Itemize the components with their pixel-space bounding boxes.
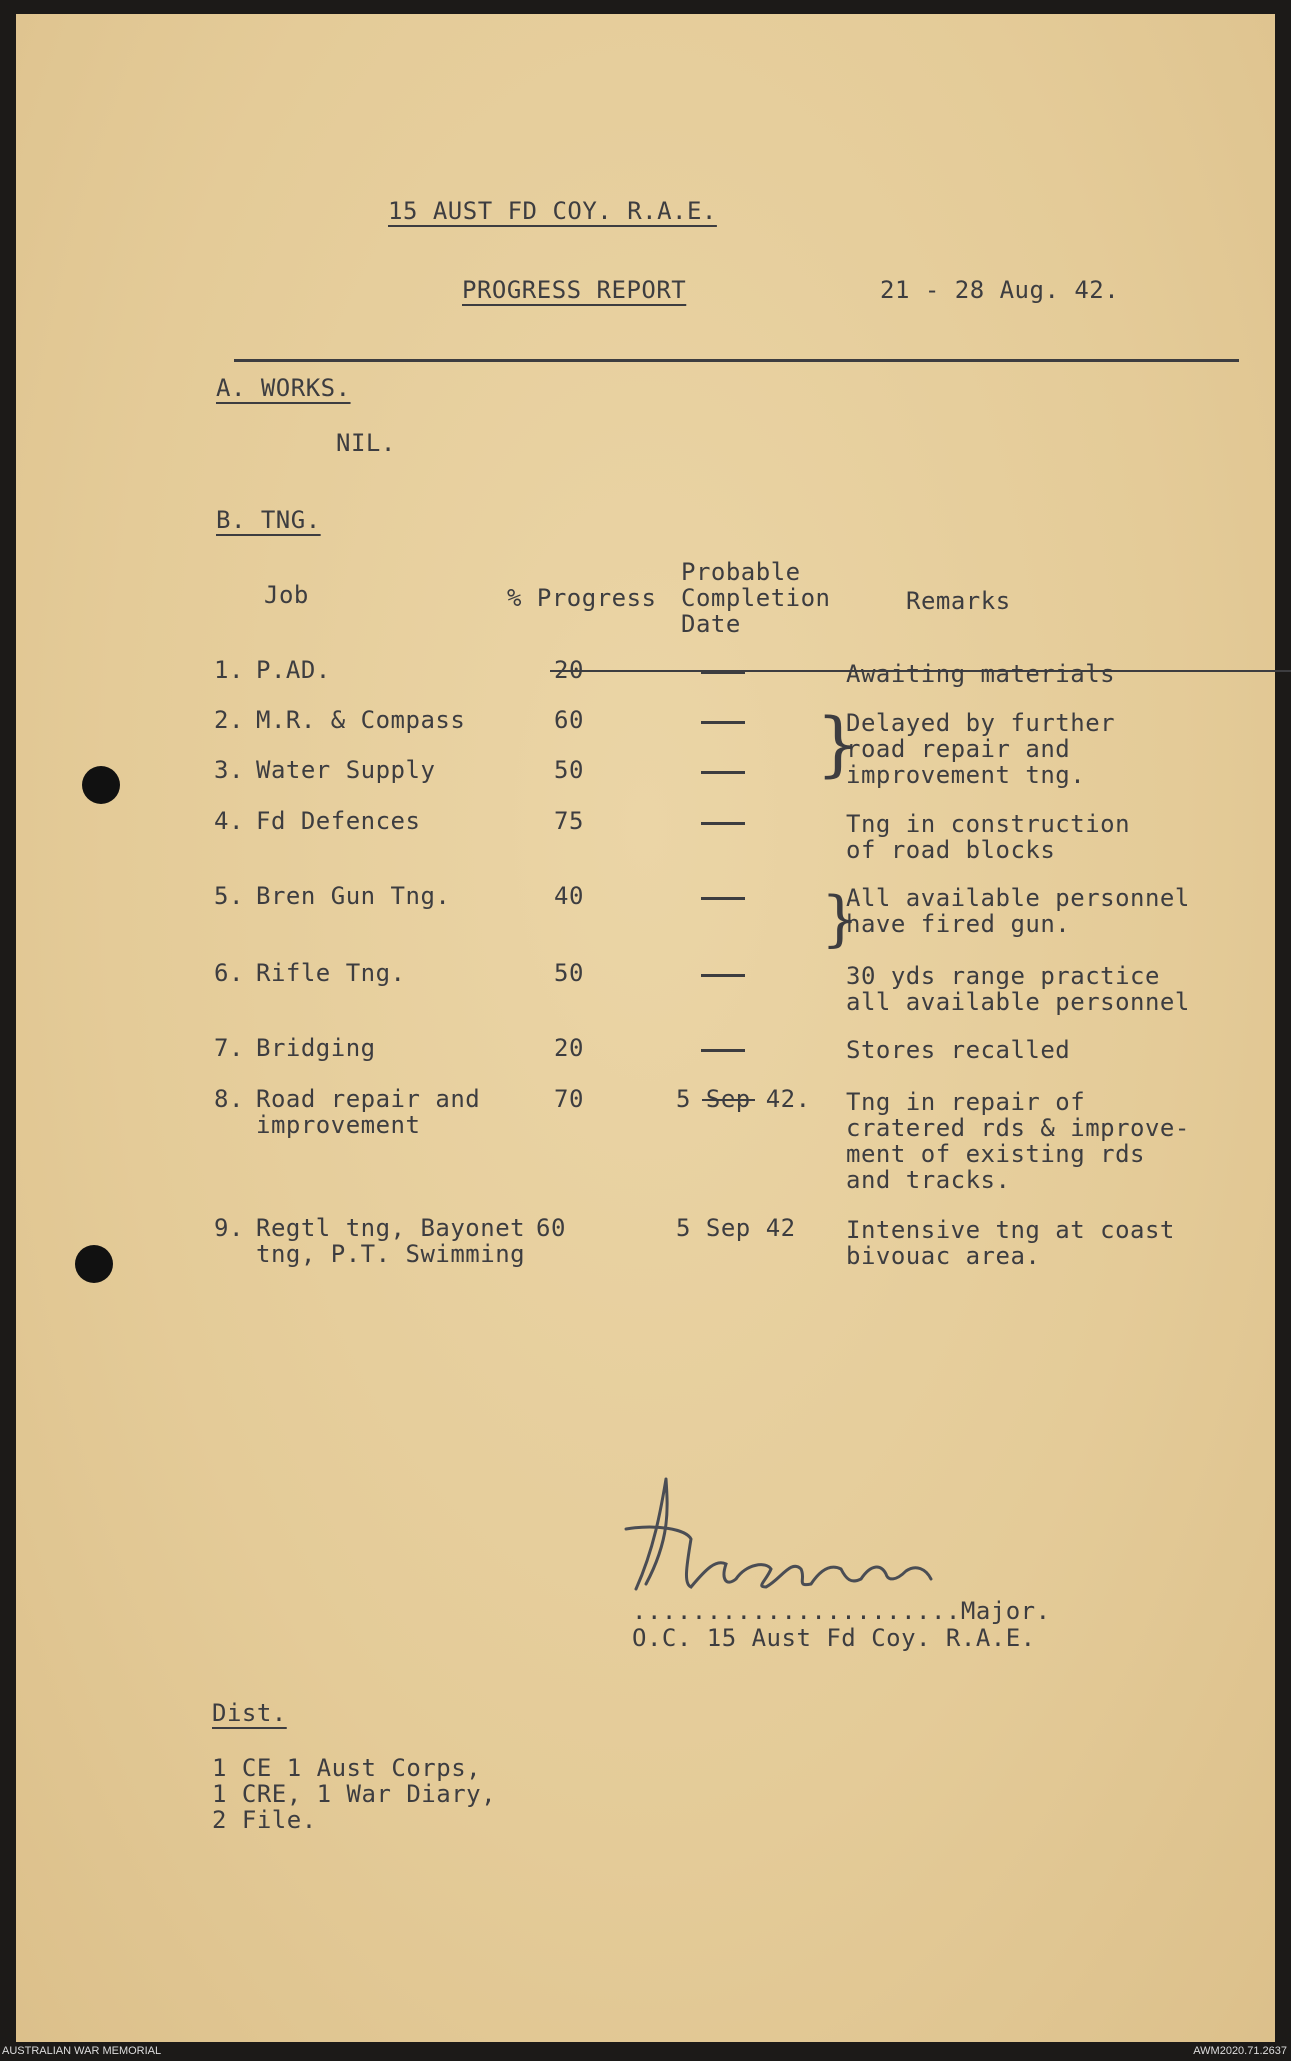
header-rule <box>234 359 1239 362</box>
row-number: 6. <box>214 959 244 987</box>
row-remarks: improvement tng. <box>846 761 1086 789</box>
row-number: 4. <box>214 807 244 835</box>
row-progress: 60 <box>536 1214 566 1242</box>
row-job: Water Supply <box>256 756 436 784</box>
row-job: M.R. & Compass <box>256 706 466 734</box>
row-date-dash <box>701 1049 745 1052</box>
archive-reference: AWM2020.71.2637 <box>1193 2045 1287 2057</box>
row-progress: 60 <box>554 706 584 734</box>
row-remarks: 30 yds range practice <box>846 962 1160 990</box>
col-header-remarks: Remarks <box>906 587 1011 615</box>
row-job: tng, P.T. Swimming <box>256 1240 526 1268</box>
col-header-date-line3: Date <box>681 610 741 638</box>
distribution-line: 1 CRE, 1 War Diary, <box>212 1780 497 1808</box>
row-job: Bren Gun Tng. <box>256 882 451 910</box>
row-remarks: Delayed by further <box>846 709 1116 737</box>
row-remarks: Awaiting materials <box>846 660 1116 688</box>
row-date-dash <box>701 671 745 674</box>
row-date-dash <box>701 822 745 825</box>
row-number: 1. <box>214 656 244 684</box>
row-number: 9. <box>214 1214 244 1242</box>
row-job: Fd Defences <box>256 807 421 835</box>
row-job: Road repair and <box>256 1085 481 1113</box>
row-progress: 20 <box>554 1034 584 1062</box>
signature-line: ......................Major. <box>632 1597 1051 1625</box>
remarks-brace: } <box>816 703 861 785</box>
row-date-dash <box>701 897 745 900</box>
row-remarks: All available personnel <box>846 884 1190 912</box>
report-period: 21 - 28 Aug. 42. <box>880 276 1120 304</box>
document-page <box>16 14 1275 2042</box>
row-date-dash <box>701 771 745 774</box>
archive-name: AUSTRALIAN WAR MEMORIAL <box>2 2045 162 2057</box>
row-progress: 50 <box>554 756 584 784</box>
distribution-line: 2 File. <box>212 1806 317 1834</box>
signatory-title: O.C. 15 Aust Fd Coy. R.A.E. <box>632 1624 1036 1652</box>
unit-title: 15 AUST FD COY. R.A.E. <box>388 197 717 225</box>
distribution-line: 1 CE 1 Aust Corps, <box>212 1754 482 1782</box>
col-header-date-line1: Probable <box>681 558 801 586</box>
row-remarks: and tracks. <box>846 1166 1011 1194</box>
row-remarks: road repair and <box>846 735 1071 763</box>
row-number: 8. <box>214 1085 244 1113</box>
handwritten-signature <box>596 1469 996 1609</box>
row-remarks: Tng in repair of <box>846 1088 1086 1116</box>
row-number: 2. <box>214 706 244 734</box>
punch-hole-bottom <box>75 1245 113 1283</box>
row-job: Rifle Tng. <box>256 959 406 987</box>
punch-hole-top <box>82 766 120 804</box>
row-number: 3. <box>214 756 244 784</box>
report-title: PROGRESS REPORT <box>462 276 687 304</box>
row-job: Regtl tng, Bayonet <box>256 1214 526 1242</box>
col-header-job: Job <box>264 581 309 609</box>
row-remarks: all available personnel <box>846 988 1190 1016</box>
row-progress: 20 <box>554 656 1291 684</box>
remarks-brace: } <box>821 884 860 954</box>
row-date-dash <box>701 974 745 977</box>
section-b-heading: B. TNG. <box>216 506 321 534</box>
row-remarks: Tng in construction <box>846 810 1131 838</box>
row-number: 5. <box>214 882 244 910</box>
row-remarks: ment of existing rds <box>846 1140 1145 1168</box>
row-job: P.AD. <box>256 656 331 684</box>
row-date-dash <box>701 721 745 724</box>
row-remarks: Intensive tng at coast <box>846 1216 1175 1244</box>
section-a-heading: A. WORKS. <box>216 374 351 402</box>
row-remarks: have fired gun. <box>846 910 1071 938</box>
col-header-date-line2: Completion <box>681 584 831 612</box>
row-progress: 40 <box>554 882 584 910</box>
col-header-progress: % Progress <box>507 584 657 612</box>
row-job: Bridging <box>256 1034 376 1062</box>
row-date: 5 Sep 42 <box>676 1214 796 1242</box>
row-remarks: of road blocks <box>846 836 1056 864</box>
row-progress: 50 <box>554 959 584 987</box>
section-a-content: NIL. <box>336 429 396 457</box>
row-job: improvement <box>256 1111 421 1139</box>
row-remarks: bivouac area. <box>846 1242 1041 1270</box>
row-progress: 70 <box>554 1085 584 1113</box>
row-remarks: Stores recalled <box>846 1036 1071 1064</box>
row-remarks: cratered rds & improve- <box>846 1114 1190 1142</box>
row-number: 7. <box>214 1034 244 1062</box>
archive-footer <box>0 2042 1291 2061</box>
row-date: 5 Sep 42. <box>676 1085 811 1113</box>
row-progress: 75 <box>554 807 584 835</box>
distribution-heading: Dist. <box>212 1699 287 1727</box>
